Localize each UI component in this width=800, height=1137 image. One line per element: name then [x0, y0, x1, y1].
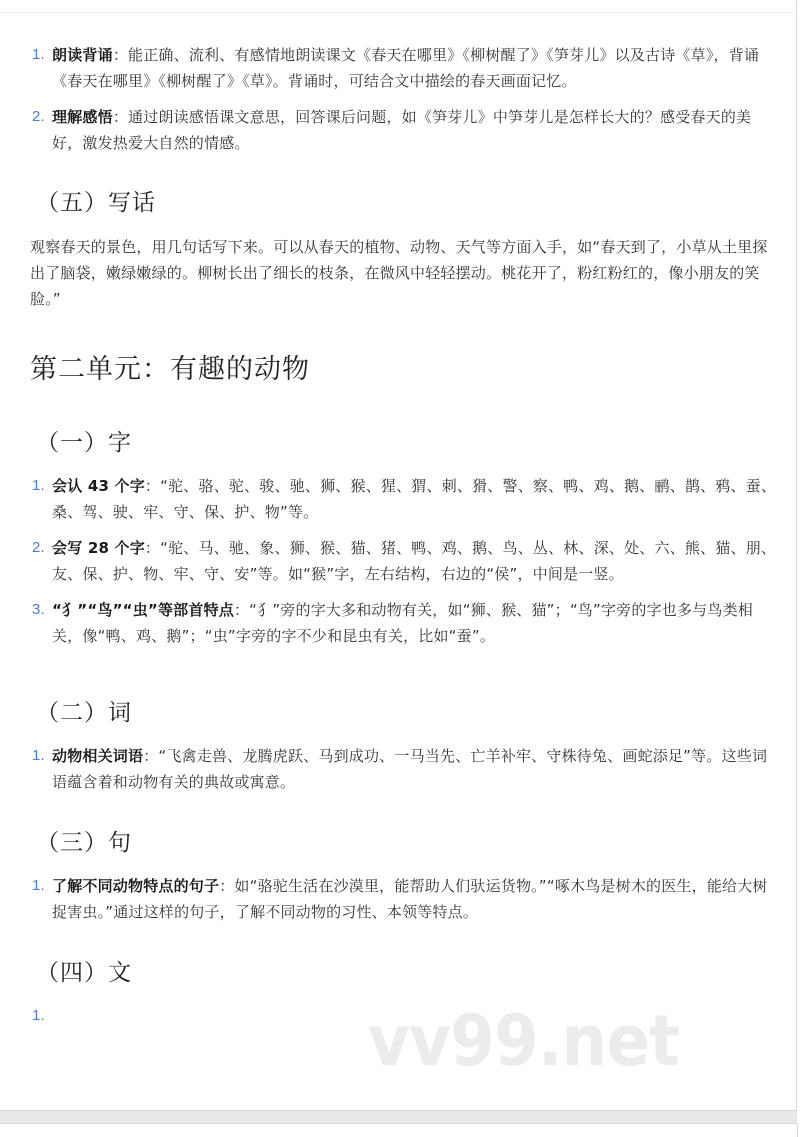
list-item [30, 873, 780, 925]
section-heading-characters: （一）字 [36, 430, 132, 456]
list-item [30, 42, 780, 94]
next-page-edge [0, 1124, 798, 1137]
characters-list [30, 473, 780, 649]
list-number: 1. [32, 877, 45, 894]
section-heading-texts: （四）文 [36, 960, 132, 986]
list-item [30, 104, 780, 156]
item-term: 朗读背诵 [52, 46, 113, 64]
writing-paragraph: 观察春天的景色，用几句话写下来。可以从春天的植物、动物、天气等方面入手，如“春天到了，小草从土里探出了脑袋，嫩绿嫩绿的。柳树长出了细长的枝条，在微风中轻轻摆动。桃花开了，粉红粉红的，像小朋友的笑脸。” [30, 238, 768, 308]
list-number: 2. [32, 539, 45, 556]
item-term: 会写 28 个字 [52, 539, 145, 557]
item-text: ：能正确、流利、有感情地朗读课文《春天在哪里》《柳树醒了》《笋芽儿》以及古诗《草》，背诵《春天在哪里》《柳树醒了》《草》。背诵时，可结合文中描绘的春天画面记忆。 [52, 46, 760, 90]
list-item [30, 535, 780, 587]
section-heading-writing: （五）写话 [36, 190, 156, 216]
list-number: 1. [32, 1007, 45, 1024]
list-number: 1. [32, 477, 45, 494]
item-text: ：“驼、马、驰、象、狮、猴、猫、猪、鸭、鸡、鹅、鸟、丛、林、深、处、六、熊、猫、朋、友、保、护、物、牢、守、安”等。如“猴”字，左右结构，右边的“侯”，中间是一竖。 [52, 539, 777, 583]
list-item [30, 473, 780, 525]
item-text: ：“犭”旁的字大多和动物有关，如“狮、猴、猫”；“鸟”字旁的字也多与鸟类相关，像“鸭、鸡、鹅”；“虫”字旁的字不少和昆虫有关，比如“蚕”。 [52, 601, 753, 645]
item-term: 理解感悟 [52, 108, 113, 126]
sentences-list [30, 873, 780, 925]
reading-list [30, 42, 780, 156]
list-number: 3. [32, 601, 45, 618]
list-item [30, 597, 780, 649]
item-text: ：如“骆驼生活在沙漠里，能帮助人们驮运货物。”“啄木鸟是树木的医生，能给大树捉害虫。”通过这样的句子，了解不同动物的习性、本领等特点。 [52, 877, 768, 921]
item-text: ：“飞禽走兽、龙腾虎跃、马到成功、一马当先、亡羊补牢、守株待兔、画蛇添足”等。这些词语蕴含着和动物有关的典故或寓意。 [52, 747, 768, 791]
item-term: “犭”“鸟”“虫”等部首特点 [52, 601, 234, 619]
item-term: 了解不同动物特点的句子 [52, 877, 220, 895]
list-number: 1. [32, 747, 45, 764]
unit-title: 第二单元：有趣的动物 [30, 354, 310, 385]
section-heading-words: （二）词 [36, 700, 132, 726]
watermark-text: vv99.net [368, 1000, 680, 1082]
list-item [30, 743, 780, 795]
page-separator [0, 1110, 797, 1124]
words-list [30, 743, 780, 795]
item-text: ：“驼、骆、驼、骏、驰、狮、猴、猩、猬、刺、猾、警、察、鸭、鸡、鹅、鹂、鹊、鸦、蚕、桑、驾、驶、牢、守、保、护、物”等。 [52, 477, 777, 521]
page-top-divider [0, 12, 796, 13]
item-text: ：通过朗读感悟课文意思，回答课后问题，如《笋芽儿》中笋芽儿是怎样长大的？感受春天的美好，激发热爱大自然的情感。 [52, 108, 752, 152]
list-number: 1. [32, 46, 45, 63]
section-heading-sentences: （三）句 [36, 830, 132, 856]
item-term: 动物相关词语 [52, 747, 144, 765]
list-number: 2. [32, 108, 45, 125]
item-term: 会认 43 个字 [52, 477, 145, 495]
